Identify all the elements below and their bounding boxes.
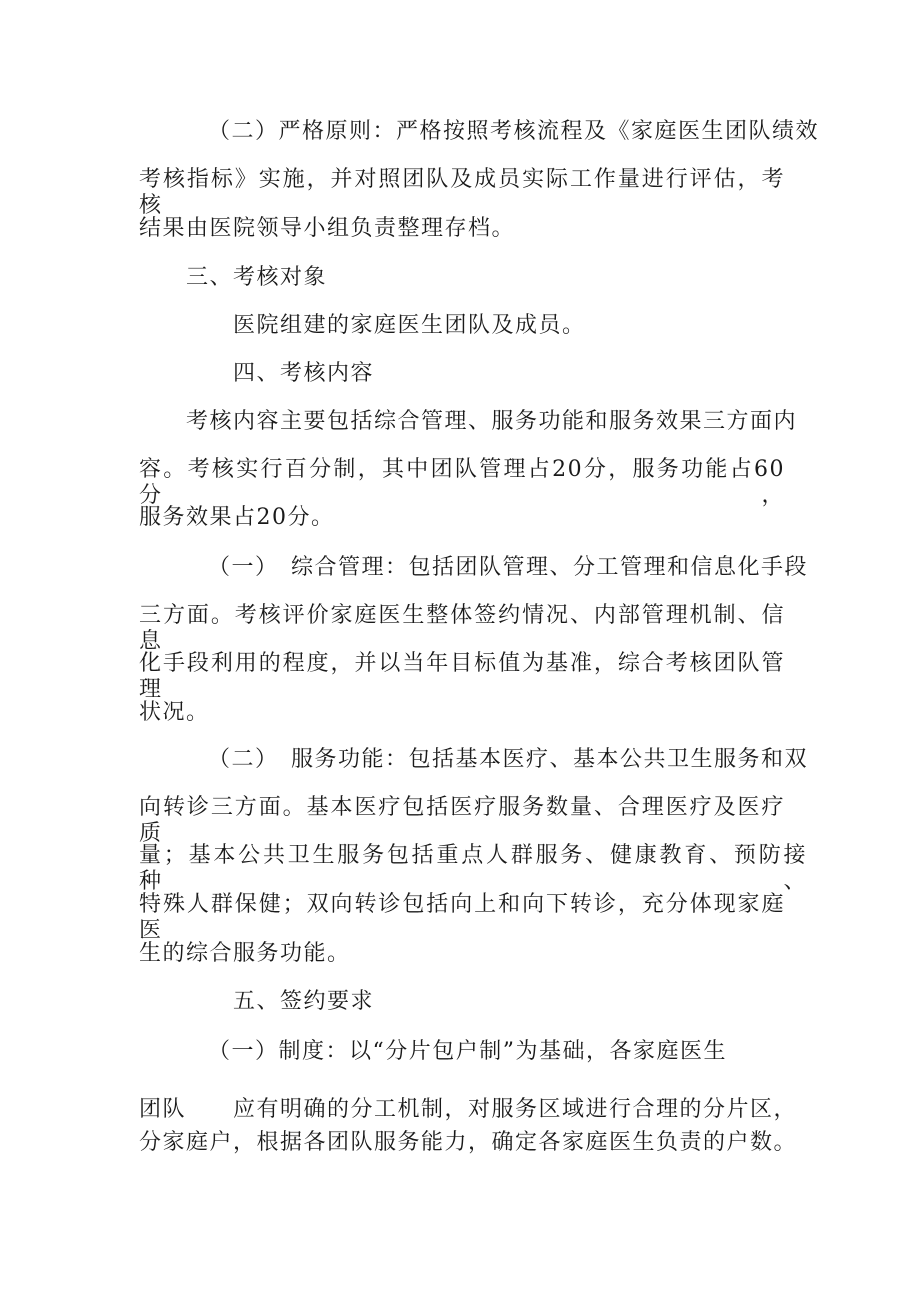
heading-assessment-content: 四、考核内容 — [233, 361, 375, 386]
sign-sub1-line-1: （一）制度：以“分片包户制”为基础，各家庭医生 — [208, 1039, 727, 1064]
sub1-line-3: 化手段利用的程度，并以当年目标值为基准，综合考核团队管理 — [139, 651, 785, 702]
sub2-line-4: 特殊人群保健；双向转诊包括向上和向下转诊，充分体现家庭医 — [139, 892, 785, 943]
target-text: 医院组建的家庭医生团队及成员。 — [233, 313, 586, 338]
sub1-line-4: 状况。 — [139, 700, 210, 725]
sub2-line-1: （二） 服务功能：包括基本医疗、基本公共卫生服务和双 — [208, 747, 809, 772]
sub1-line-2: 三方面。考核评价家庭医生整体签约情况、内部管理机制、信息 — [139, 603, 785, 654]
content-intro-line-3: 服务效果占20分。 — [139, 505, 335, 530]
principle-line-3: 结果由医院领导小组负责整理存档。 — [139, 216, 516, 241]
sub2-line-2: 向转诊三方面。基本医疗包括医疗服务数量、合理医疗及医疗质 — [139, 795, 785, 846]
principle-line-1: （二）严格原则：严格按照考核流程及《家庭医生团队绩效 — [208, 119, 820, 144]
principle-line-2: 考核指标》实施，并对照团队及成员实际工作量进行评估，考核 — [139, 167, 785, 218]
sign-sub1-line-2: 团队 应有明确的分工机制，对服务区域进行合理的分片区， — [139, 1097, 798, 1122]
heading-signing-requirements: 五、签约要求 — [233, 989, 375, 1014]
content-intro-line-2: 容。考核实行百分制，其中团队管理占20分，服务功能占60分， — [139, 457, 785, 508]
heading-assessment-target: 三、考核对象 — [186, 265, 328, 290]
sub2-line-3: 量；基本公共卫生服务包括重点人群服务、健康教育、预防接种、 — [139, 843, 807, 894]
sign-sub1-line-3: 分家庭户，根据各团队服务能力，确定各家庭医生负责的户数。 — [139, 1130, 798, 1155]
sub2-line-5: 生的综合服务功能。 — [139, 941, 351, 966]
sub1-line-1: （一） 综合管理：包括团队管理、分工管理和信息化手段 — [208, 555, 809, 580]
content-intro-line-1: 考核内容主要包括综合管理、服务功能和服务效果三方面内 — [186, 409, 798, 434]
